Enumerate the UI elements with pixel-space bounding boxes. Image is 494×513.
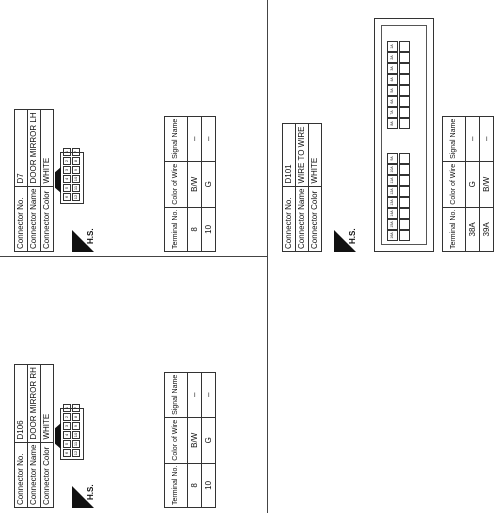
terminal-no-cell: 39A <box>480 207 494 251</box>
pin-cell: 4 <box>63 175 71 183</box>
table-row <box>188 116 202 251</box>
pin-cell: 7 <box>72 404 80 412</box>
connector-color-value: WHITE <box>41 365 54 442</box>
pin-cavity <box>399 74 410 85</box>
wire-color-cell: G <box>202 417 216 463</box>
hs-label: H.S. <box>86 228 95 244</box>
pin-cell: 11 <box>73 441 78 447</box>
pin-cell: 6A <box>387 96 398 107</box>
wire-color-cell: G <box>466 161 480 207</box>
terminal-no-cell: 10 <box>202 463 216 507</box>
hs-label: H.S. <box>348 228 357 244</box>
terminal-no-cell: 38A <box>466 207 480 251</box>
signal-name-cell: – <box>202 372 216 417</box>
pin-cell: 12 <box>73 194 78 200</box>
pin-cell: 4 <box>63 431 71 439</box>
connector-name-value: WIRE TO WIRE <box>296 124 309 186</box>
horizontal-divider <box>0 256 267 257</box>
pin-cell: 5A <box>387 85 398 96</box>
terminal-table-d106 <box>164 372 216 508</box>
pin-cavity <box>399 96 410 107</box>
connector-info-table-d106 <box>14 364 54 508</box>
terminal-no-cell: 8 <box>188 463 202 507</box>
pin-cavity <box>399 107 410 118</box>
pin-cavity <box>399 197 410 208</box>
pin-cell: 8 <box>72 413 80 421</box>
pin-cavity <box>399 52 410 63</box>
connector-color-value: WHITE <box>309 124 322 186</box>
pin-cell: 9A <box>387 153 398 164</box>
connector-info-table-d7 <box>14 109 54 252</box>
wire-color-cell: G <box>202 161 216 207</box>
pin-cell: 3 <box>63 422 71 430</box>
table-row <box>202 372 216 507</box>
pin-cell: 9 <box>72 422 80 430</box>
pin-cell: 14A <box>387 208 398 219</box>
pin-cell: 3A <box>387 63 398 74</box>
connector-name-label: Connector Name <box>296 186 309 251</box>
pin-cavity <box>399 164 410 175</box>
connector-face-d106 <box>60 408 84 460</box>
pin-cell: 12A <box>387 186 398 197</box>
pin-cell: 16A <box>387 230 398 241</box>
wire-color-cell: B/W <box>188 417 202 463</box>
pin-cell: 1 <box>63 404 71 412</box>
connector-no-value: D101 <box>283 124 296 186</box>
pin-cell: 15A <box>387 219 398 230</box>
signal-name-cell: – <box>188 372 202 417</box>
pin-cell: 11A <box>387 175 398 186</box>
connector-name-label: Connector Name <box>28 186 41 251</box>
connector-color-label: Connector Color <box>309 186 322 251</box>
pin-cell: 12 <box>73 450 78 456</box>
wire-color-header: Color of Wire <box>165 161 188 207</box>
connector-no-label: Connector No. <box>283 186 296 251</box>
pin-cavity <box>399 118 410 129</box>
pin-cell: 4A <box>387 74 398 85</box>
pin-cell: 6 <box>63 193 71 201</box>
connector-no-value: D106 <box>15 365 28 442</box>
connector-info-table-d101 <box>282 123 322 252</box>
wire-color-header: Color of Wire <box>443 161 466 207</box>
pin-cell: 13A <box>387 197 398 208</box>
connector-name-value: DOOR MIRROR RH <box>28 365 41 442</box>
pin-cell: 2 <box>63 157 71 165</box>
signal-name-cell: – <box>188 116 202 161</box>
connector-name-label: Connector Name <box>28 442 41 507</box>
terminal-no-header: Terminal No. <box>165 207 188 251</box>
pin-cavity <box>399 153 410 164</box>
table-row <box>188 372 202 507</box>
wire-color-header: Color of Wire <box>165 417 188 463</box>
pin-cell: 1A <box>387 41 398 52</box>
signal-name-cell: – <box>466 116 480 161</box>
pin-cavity <box>399 186 410 197</box>
pin-cavity <box>399 63 410 74</box>
signal-name-header: Signal Name <box>443 116 466 161</box>
pin-cavity <box>399 230 410 241</box>
connector-face-d7 <box>60 152 84 204</box>
connector-no-value: D7 <box>15 110 28 186</box>
terminal-no-cell: 10 <box>202 207 216 251</box>
terminal-table-d101 <box>442 116 494 252</box>
terminal-no-header: Terminal No. <box>443 207 466 251</box>
pin-cell: 1 <box>63 148 71 156</box>
terminal-table-d7 <box>164 116 216 252</box>
pin-cell: 8A <box>387 118 398 129</box>
connector-no-label: Connector No. <box>15 186 28 251</box>
terminal-no-header: Terminal No. <box>165 463 188 507</box>
connector-face-d101 <box>374 18 434 252</box>
pin-cell: 7A <box>387 107 398 118</box>
pin-cell: 10A <box>387 164 398 175</box>
pin-cell: 11 <box>73 185 78 191</box>
table-row <box>480 116 494 251</box>
signal-name-cell: – <box>202 116 216 161</box>
signal-name-header: Signal Name <box>165 116 188 161</box>
connector-color-value: WHITE <box>41 110 54 186</box>
pin-cell: 5 <box>63 440 71 448</box>
hs-label: H.S. <box>86 484 95 500</box>
pin-cavity <box>399 175 410 186</box>
signal-name-cell: – <box>480 116 494 161</box>
connector-color-label: Connector Color <box>41 186 54 251</box>
pin-cell: 10 <box>73 432 78 438</box>
connector-color-label: Connector Color <box>41 442 54 507</box>
pin-cell: 2A <box>387 52 398 63</box>
pin-cavity <box>399 219 410 230</box>
pin-cell: 5 <box>63 184 71 192</box>
connector-no-label: Connector No. <box>15 442 28 507</box>
pin-cell: 8 <box>72 157 80 165</box>
pin-cavity <box>399 41 410 52</box>
table-row <box>466 116 480 251</box>
wire-color-cell: B/W <box>188 161 202 207</box>
pin-cavity <box>399 85 410 96</box>
pin-cell: 9 <box>72 166 80 174</box>
pin-cavity <box>399 208 410 219</box>
pin-cell: 2 <box>63 413 71 421</box>
pin-cell: 10 <box>73 176 78 182</box>
terminal-no-cell: 8 <box>188 207 202 251</box>
table-row <box>202 116 216 251</box>
wire-color-cell: B/W <box>480 161 494 207</box>
signal-name-header: Signal Name <box>165 372 188 417</box>
pin-cell: 3 <box>63 166 71 174</box>
vertical-divider <box>267 0 268 513</box>
pin-cell: 7 <box>72 148 80 156</box>
pin-cell: 6 <box>63 449 71 457</box>
connector-name-value: DOOR MIRROR LH <box>28 110 41 186</box>
